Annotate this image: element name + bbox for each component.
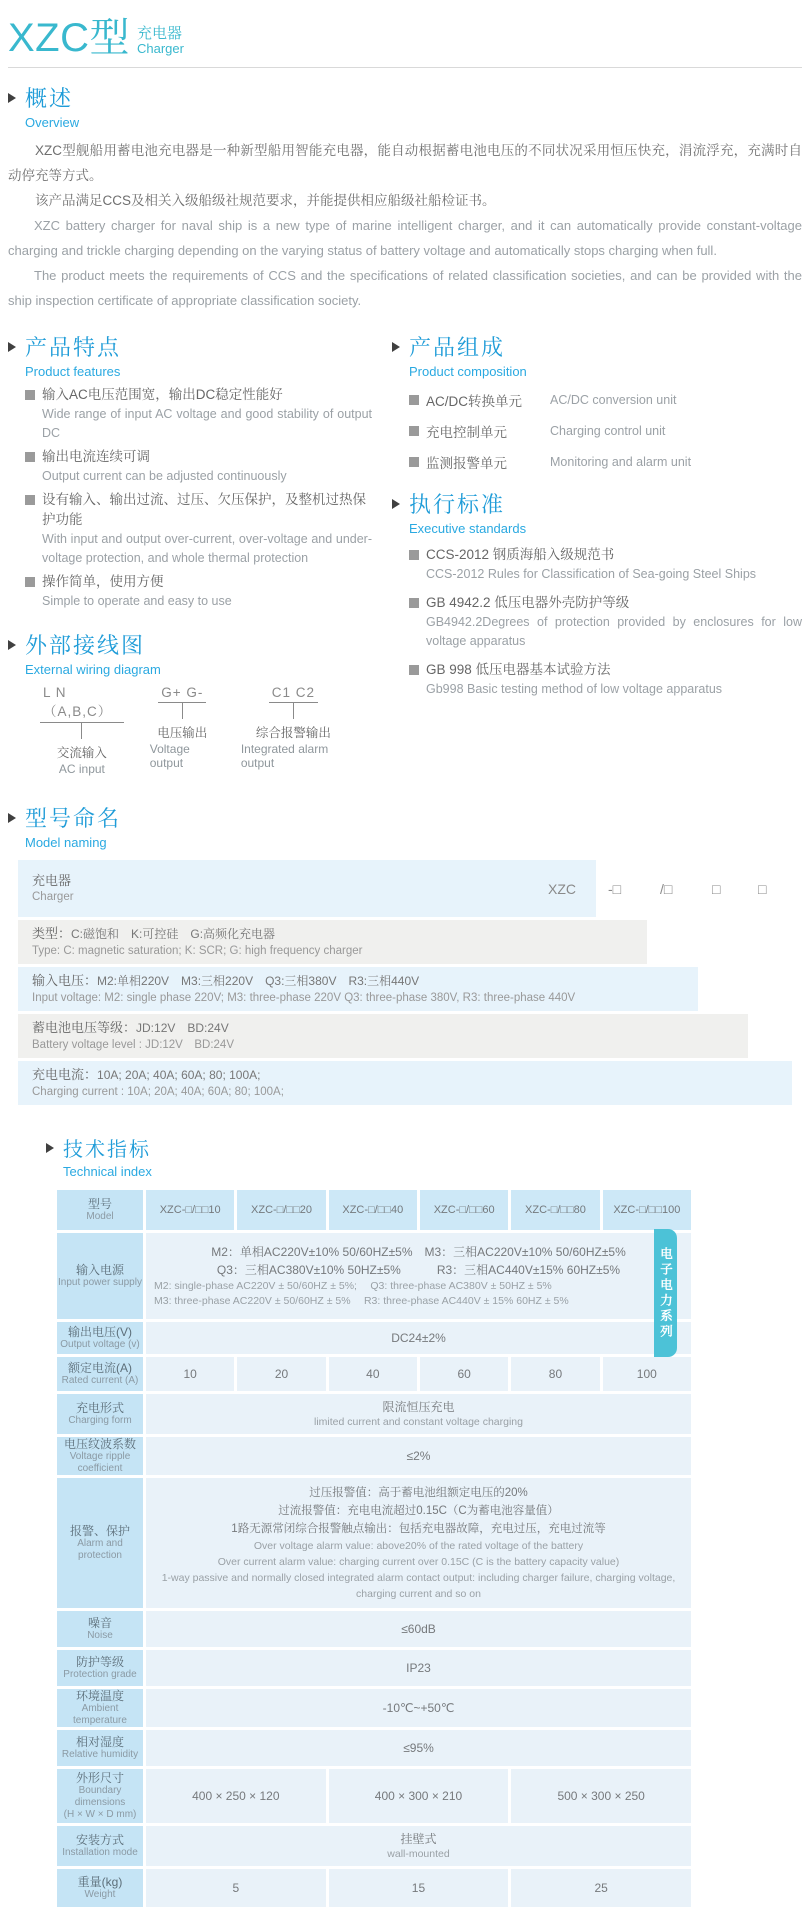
table-row-humidity [57, 1730, 691, 1766]
output-voltage-cell: DC24±2% [146, 1322, 691, 1354]
row-label-en: Model [86, 1211, 114, 1222]
overview-body [8, 138, 802, 313]
two-column-block [8, 317, 802, 776]
standard-item [409, 593, 802, 651]
alarm-line-cn: 1路无源常闭综合报警触点输出：包括充电器故障，充电过压，充电过流等 [231, 1523, 606, 1535]
alarm-line-cn: 过压报警值：高于蓄电池组额定电压的20% [309, 1487, 528, 1499]
row-label-en: Output voltage (v) [60, 1339, 140, 1350]
table-row-output-voltage [57, 1322, 691, 1354]
wiring-heading-en: External wiring diagram [25, 662, 161, 677]
dimensions-cell: 400 × 250 × 120 [146, 1769, 326, 1823]
feature-en: With input and output over-current, over-voltage and under-voltage protection, and whole thermal protection [42, 532, 372, 565]
terminal-group-voltage-output [150, 685, 215, 776]
row-label [57, 1190, 143, 1230]
model-column-header: XZC-□/□□20 [237, 1190, 325, 1230]
left-column [8, 317, 372, 776]
row-label-cn: 报警、保护 [69, 1524, 130, 1538]
ambient-temperature-cell: -10℃~+50℃ [146, 1689, 691, 1727]
section-arrow-icon [392, 499, 400, 509]
bullet-square-icon [25, 452, 35, 462]
overview-heading-en: Overview [25, 115, 80, 130]
features-heading-en: Product features [25, 364, 121, 379]
alarm-cell [146, 1478, 691, 1608]
row-label [57, 1689, 143, 1727]
alarm-line-en: 1-way passive and normally closed integrated alarm contact output: including charger failure, charging voltage, charging current and so on [161, 1572, 676, 1600]
section-wiring-heading [8, 629, 372, 677]
naming-row-battery-level [18, 1014, 748, 1058]
overview-paragraph-cn: XZC型舰船用蓄电池充电器是一种新型船用智能充电器，能自动根据蓄电池电压的不同状况采用恒压快充，涓流浮充，充满时自动停充等方式。 [8, 143, 802, 183]
row-label-cn: 外形尺寸 [75, 1771, 124, 1785]
row-label-en: Alarm and protection [77, 1538, 123, 1561]
dimensions-cell: 500 × 300 × 250 [511, 1769, 691, 1823]
terminal-cn: 交流输入 [56, 746, 107, 760]
naming-row-label: 充电电流： [32, 1067, 98, 1082]
feature-cn: 操作简单，使用方便 [42, 574, 164, 589]
row-label [57, 1769, 143, 1823]
bullet-square-icon [409, 426, 419, 436]
page-title: XZC型 [8, 16, 130, 60]
composition-item [409, 390, 802, 410]
standards-heading-cn: 执行标准 [409, 492, 506, 517]
rated-current-cell: 100 [603, 1357, 691, 1391]
rated-current-cell: 40 [329, 1357, 417, 1391]
overview-paragraph-en: The product meets the requirements of CCS and the specifications of related classification societies, and can be provided with the ship inspection certificate of appropriate classification society. [8, 268, 802, 308]
section-arrow-icon [8, 640, 16, 650]
row-label-en: Voltage ripple coefficient [69, 1451, 131, 1474]
feature-item [25, 490, 372, 568]
row-label-en: Input power supply [58, 1277, 142, 1288]
charging-form-cell [146, 1394, 691, 1434]
section-overview-heading [8, 82, 802, 130]
bullet-square-icon [409, 665, 419, 675]
row-label-en: Boundary dimensions [74, 1785, 126, 1808]
naming-heading-en: Model naming [25, 835, 107, 850]
feature-cn: 设有输入、输出过流、过压、欠压保护，及整机过热保护功能 [42, 492, 366, 527]
input-power-cn: M2：单相AC220V±10% 50/60HZ±5% M3：三相AC220V±10% 50/60HZ±5% [211, 1245, 626, 1259]
composition-cn: 充电控制单元 [426, 425, 507, 440]
composition-cn: 监测报警单元 [426, 456, 507, 471]
standard-en: CCS-2012 Rules for Classification of Sea-going Steel Ships [426, 567, 757, 581]
product-name-cn: 充电器 [137, 24, 183, 42]
standard-item [409, 660, 802, 699]
input-power-cn: Q3：三相AC380V±10% 50HZ±5% R3：三相AC440V±15% 60HZ±5% [216, 1263, 621, 1277]
row-label [57, 1611, 143, 1647]
composition-cn: AC/DC转换单元 [426, 394, 523, 409]
row-label [57, 1233, 143, 1319]
composition-heading-cn: 产品组成 [409, 335, 506, 360]
section-arrow-icon [8, 93, 16, 103]
wire-tick [81, 723, 82, 739]
bullet-square-icon [25, 495, 35, 505]
series-side-tab-label: 电子电力系列 [658, 1246, 673, 1340]
naming-row-detail: C:磁饱和 K:可控硅 G:高频化充电器 [71, 927, 276, 941]
right-column [372, 317, 802, 776]
model-column-header: XZC-□/□□10 [146, 1190, 234, 1230]
model-code-box: /□ [660, 881, 673, 897]
rated-current-cell: 60 [420, 1357, 508, 1391]
row-label-cn: 安装方式 [75, 1833, 124, 1847]
naming-row-detail: 10A; 20A; 40A; 60A; 80; 100A; [97, 1068, 261, 1082]
naming-row-type [18, 920, 647, 964]
row-label-cn: 额定电流(A) [68, 1361, 132, 1375]
row-label [57, 1650, 143, 1686]
row-label-en: Charging form [68, 1415, 132, 1426]
rated-current-cell: 80 [511, 1357, 599, 1391]
bullet-square-icon [409, 395, 419, 405]
bullet-square-icon [409, 550, 419, 560]
row-label [57, 1478, 143, 1608]
model-naming-ladder [18, 860, 802, 1105]
overview-paragraph-cn: 该产品满足CCS及相关入级船级社规范要求，并能提供相应船级社船检证书。 [35, 193, 496, 208]
feature-cn: 输入AC电压范围宽，输出DC稳定性能好 [42, 387, 283, 402]
naming-row-label: 充电器 [32, 873, 72, 888]
model-column-header: XZC-□/□□60 [420, 1190, 508, 1230]
naming-row-detail: M2:单相220V M3:三相220V Q3:三相380V R3:三相440V [97, 974, 420, 988]
model-code-box: □ [712, 881, 721, 897]
composition-list [392, 390, 802, 472]
row-label [57, 1394, 143, 1434]
model-column-header: XZC-□/□□40 [329, 1190, 417, 1230]
masthead [8, 10, 802, 58]
weight-cell: 25 [511, 1869, 691, 1907]
naming-row-en: Battery voltage level : JD:12V BD:24V [32, 1039, 234, 1051]
row-label-cn: 相对湿度 [75, 1735, 124, 1749]
alarm-line-en: Over current alarm value: charging current over 0.15C (C is the battery capacity value) [217, 1556, 620, 1568]
naming-row-label: 类型： [32, 926, 72, 941]
row-label-cn: 电压纹波系数 [63, 1437, 136, 1451]
humidity-cell: ≤95% [146, 1730, 691, 1766]
terminal-label: G+ G- [158, 685, 206, 703]
table-row-alarm [57, 1478, 691, 1608]
row-label [57, 1357, 143, 1391]
overview-paragraph-en: XZC battery charger for naval ship is a new type of marine intelligent charger, and it can automatically provide constant-voltage charging and trickle charging depending on the varying status of battery voltage and automatically stops charging when full. [8, 218, 802, 258]
standard-cn: GB 4942.2 低压电器外壳防护等级 [426, 595, 630, 610]
bullet-square-icon [409, 598, 419, 608]
feature-en: Wide range of input AC voltage and good stability of output DC [42, 407, 372, 440]
composition-item [409, 421, 802, 441]
model-column-header: XZC-□/□□80 [511, 1190, 599, 1230]
table-row-rated-current [57, 1357, 691, 1391]
charging-form-cn: 限流恒压充电 [382, 1400, 455, 1414]
wiring-diagram [8, 685, 372, 776]
wire-tick [182, 703, 183, 719]
row-label [57, 1869, 143, 1907]
feature-cn: 输出电流连续可调 [42, 449, 150, 464]
standard-cn: GB 998 低压电器基本试验方法 [426, 662, 611, 677]
protection-grade-cell: IP23 [146, 1650, 691, 1686]
row-label-en: Weight [84, 1889, 116, 1900]
weight-cell: 5 [146, 1869, 326, 1907]
installation-cn: 挂壁式 [400, 1832, 437, 1846]
product-name-en: Charger [137, 41, 184, 57]
terminal-en: Integrated alarm output [240, 742, 329, 770]
input-power-en: M2: single-phase AC220V ± 50/60HZ ± 5%; Q3: three-phase AC380V ± 50HZ ± 5% [154, 1280, 552, 1292]
ripple-cell: ≤2% [146, 1437, 691, 1475]
model-code-box: -□ [608, 881, 622, 897]
terminal-label: C1 C2 [269, 685, 318, 703]
feature-item [25, 385, 372, 443]
section-arrow-icon [46, 1143, 54, 1153]
alarm-line-cn: 过流报警值：充电电流超过0.15C（C为蓄电池容量值） [278, 1505, 559, 1517]
naming-row-charger [18, 860, 596, 917]
wiring-heading-cn: 外部接线图 [25, 633, 146, 658]
composition-en: AC/DC conversion unit [550, 393, 677, 407]
section-standards-heading [392, 488, 802, 536]
model-code-prefix: XZC [548, 881, 576, 897]
row-label-cn: 输入电源 [75, 1263, 124, 1277]
section-composition-heading [392, 331, 802, 379]
overview-heading-cn: 概述 [25, 86, 74, 111]
feature-en: Output current can be adjusted continuously [42, 469, 287, 483]
row-label-cn: 型号 [87, 1197, 112, 1211]
row-label-cn: 噪音 [87, 1616, 112, 1630]
naming-row-detail: JD:12V BD:24V [136, 1021, 229, 1035]
naming-row-en: Input voltage: M2: single phase 220V; M3: three-phase 220V Q3: three-phase 380V, R3: three-phase 440V [32, 992, 576, 1004]
table-row-charging-form [57, 1394, 691, 1434]
table-row-ambient [57, 1689, 691, 1727]
row-label-en: Installation mode [62, 1847, 138, 1858]
row-label [57, 1437, 143, 1475]
section-naming-heading [8, 802, 802, 850]
feature-item [25, 572, 372, 611]
model-code-box: □ [758, 881, 767, 897]
technical-index-table [54, 1187, 694, 1910]
bullet-square-icon [25, 577, 35, 587]
weight-cell: 15 [329, 1869, 509, 1907]
features-list [8, 385, 372, 611]
standard-item [409, 545, 802, 584]
features-heading-cn: 产品特点 [25, 335, 122, 360]
technical-heading-en: Technical index [63, 1164, 152, 1179]
row-label-cn: 防护等级 [75, 1655, 124, 1669]
row-label-cn: 环境温度 [75, 1689, 124, 1703]
table-row-input-power [57, 1233, 691, 1319]
composition-en: Charging control unit [550, 424, 666, 438]
row-label-en: Rated current (A) [61, 1375, 139, 1386]
row-label-en: (H × W × D mm) [63, 1809, 137, 1820]
naming-row-en: Charging current : 10A; 20A; 40A; 60A; 80; 100A; [32, 1086, 284, 1098]
section-technical-heading [46, 1133, 802, 1179]
alarm-line-en: Over voltage alarm value: above20% of the rated voltage of the battery [253, 1540, 584, 1552]
table-row-model [57, 1190, 691, 1230]
row-label-en: Noise [87, 1630, 113, 1641]
row-label-en: Relative humidity [61, 1749, 139, 1760]
input-power-cell [146, 1233, 691, 1319]
section-features-heading [8, 331, 372, 379]
standard-en: Gb998 Basic testing method of low voltage apparatus [426, 682, 723, 696]
charging-form-en: limited current and constant voltage charging [314, 1416, 523, 1428]
series-side-tab [654, 1229, 677, 1357]
naming-row-input-voltage [18, 967, 698, 1011]
table-row-weight [57, 1869, 691, 1907]
terminal-cn: 综合报警输出 [255, 726, 331, 740]
composition-en: Monitoring and alarm unit [550, 455, 692, 469]
technical-heading-cn: 技术指标 [63, 1139, 151, 1161]
terminal-cn: 电压输出 [157, 726, 208, 740]
section-arrow-icon [8, 813, 16, 823]
standards-list [392, 545, 802, 699]
table-row-noise [57, 1611, 691, 1647]
rated-current-cell: 20 [237, 1357, 325, 1391]
standard-cn: CCS-2012 钢质海船入级规范书 [426, 547, 615, 562]
terminal-label: L N（A,B,C） [40, 685, 124, 723]
model-column-header: XZC-□/□□100 [603, 1190, 691, 1230]
table-row-ripple [57, 1437, 691, 1475]
rated-current-cell: 10 [146, 1357, 234, 1391]
wire-tick [293, 703, 294, 719]
terminal-group-alarm-output [241, 685, 346, 776]
input-power-en: M3: three-phase AC220V ± 50/60HZ ± 5% R3: three-phase AC440V ± 15% 60HZ ± 5% [154, 1295, 569, 1307]
section-arrow-icon [8, 342, 16, 352]
terminal-en: AC input [58, 762, 105, 776]
bullet-square-icon [25, 390, 35, 400]
composition-heading-en: Product composition [409, 364, 527, 379]
terminal-group-ac-input [40, 685, 124, 776]
table-row-installation [57, 1826, 691, 1866]
row-label-en: Ambient temperature [73, 1703, 127, 1726]
feature-en: Simple to operate and easy to use [42, 594, 232, 608]
bullet-square-icon [409, 457, 419, 467]
naming-row-label: 输入电压： [32, 973, 98, 988]
header-divider [8, 67, 802, 68]
table-row-protection [57, 1650, 691, 1686]
table-row-dimensions [57, 1769, 691, 1823]
feature-item [25, 447, 372, 486]
noise-cell: ≤60dB [146, 1611, 691, 1647]
standards-heading-en: Executive standards [409, 521, 527, 536]
section-technical [8, 1133, 802, 1910]
naming-row-en: Type: C: magnetic saturation; K: SCR; G: high frequency charger [32, 945, 363, 957]
product-name [137, 25, 184, 58]
installation-cell [146, 1826, 691, 1866]
section-arrow-icon [392, 342, 400, 352]
dimensions-cell: 400 × 300 × 210 [329, 1769, 509, 1823]
row-label [57, 1322, 143, 1354]
naming-heading-cn: 型号命名 [25, 806, 122, 831]
standard-en: GB4942.2Degrees of protection provided by enclosures for low voltage apparatus [426, 615, 802, 648]
naming-row-label: 蓄电池电压等级： [32, 1020, 137, 1035]
row-label-cn: 输出电压(V) [68, 1325, 132, 1339]
naming-row-charging-current [18, 1061, 792, 1105]
naming-row-en: Charger [32, 891, 74, 903]
terminal-en: Voltage output [149, 742, 190, 770]
row-label-cn: 重量(kg) [77, 1875, 123, 1889]
installation-en: wall-mounted [387, 1848, 450, 1860]
composition-item [409, 452, 802, 472]
row-label [57, 1730, 143, 1766]
row-label-cn: 充电形式 [75, 1401, 124, 1415]
row-label [57, 1826, 143, 1866]
row-label-en: Protection grade [63, 1669, 137, 1680]
